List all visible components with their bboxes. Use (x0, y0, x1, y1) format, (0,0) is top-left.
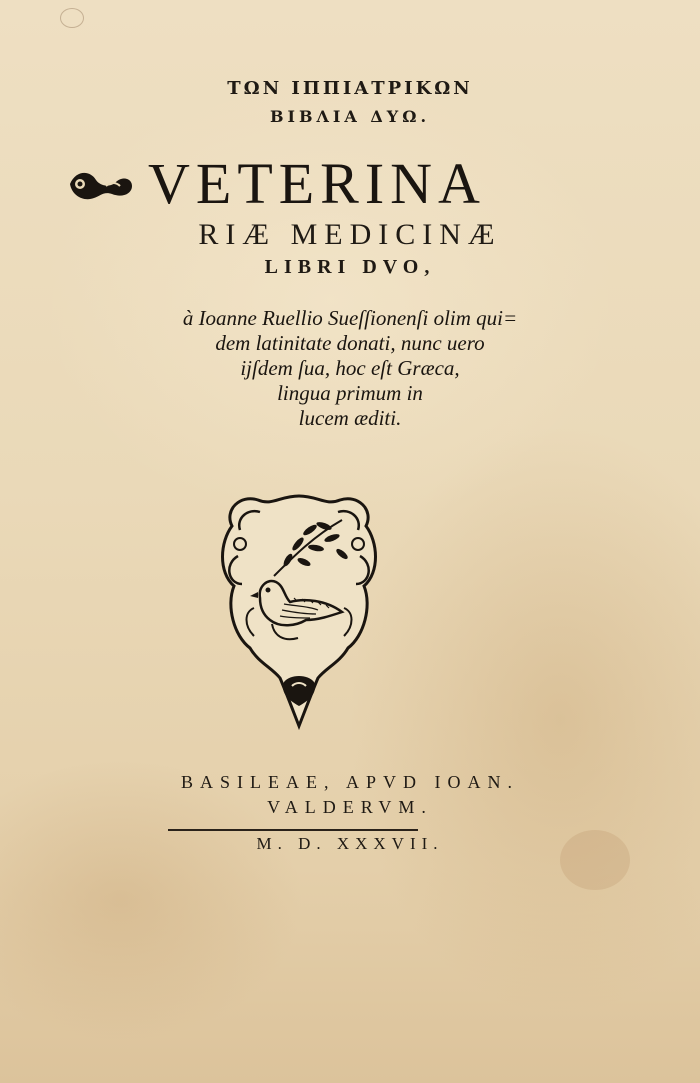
main-title-line3: LIBRI DVO, (264, 256, 436, 278)
main-title-large: VETERINA (148, 151, 486, 216)
imprint-date: M. D. XXXVII. (256, 834, 444, 853)
statement-line: ijſdem ſua, hoc eſt Græca, (240, 356, 460, 380)
greek-title-line1: ΤΩΝ ΙΠΠΙΑΤΡΙΚΩΝ (227, 78, 473, 99)
imprint-printer-name: VALDERVM. (267, 797, 433, 817)
imprint-place-printer: BASILEAE, APVD IOAN. (181, 772, 519, 792)
statement-line: à Ioanne Ruellio Sueſſionenſi olim qui= (182, 306, 518, 330)
statement-line: lucem æditi. (298, 406, 402, 430)
fleuron-ornament-icon (66, 166, 136, 202)
main-title-line2: RIÆ MEDICINÆ (198, 218, 502, 251)
printers-device-dove-emblem-icon (214, 486, 384, 736)
statement-line: lingua primum in (277, 381, 423, 405)
main-title-row (66, 152, 566, 216)
horizontal-rule (168, 829, 418, 831)
statement-line: dem latinitate donati, nunc uero (215, 331, 485, 355)
translator-statement (0, 306, 700, 431)
greek-title-line2: ΒΙΒΛΙΑ ΔΥΩ. (269, 107, 431, 126)
paper-stain (60, 8, 84, 28)
